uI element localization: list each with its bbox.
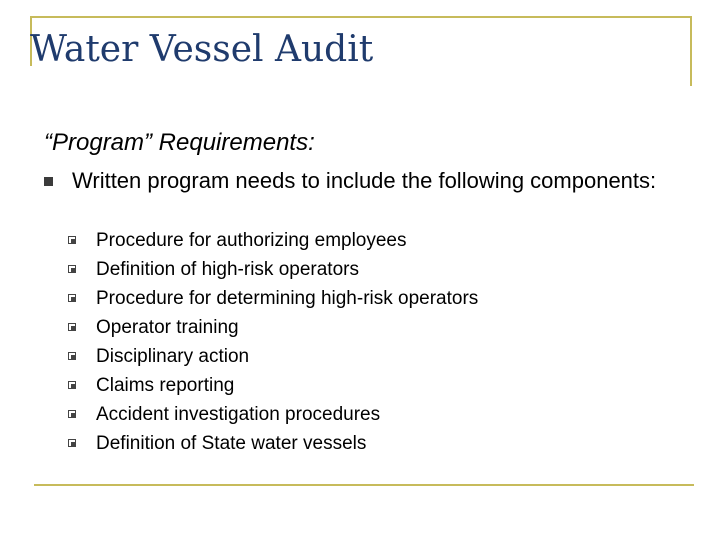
checkbox-bullet-icon bbox=[68, 352, 76, 360]
slide-title: Water Vessel Audit bbox=[30, 29, 374, 70]
list-item bbox=[68, 313, 668, 342]
checkbox-bullet-icon bbox=[68, 236, 76, 244]
section-heading: “Program” Requirements: bbox=[44, 129, 315, 156]
checkbox-bullet-icon bbox=[68, 381, 76, 389]
top-rule bbox=[30, 16, 692, 18]
list-item bbox=[68, 371, 668, 400]
checkbox-bullet-icon bbox=[68, 410, 76, 418]
list-item bbox=[68, 429, 668, 458]
list-item bbox=[68, 226, 668, 255]
list-item-label: Operator training bbox=[96, 317, 239, 338]
list-item-label: Procedure for determining high-risk operators bbox=[96, 288, 479, 309]
top-right-rule bbox=[690, 16, 692, 86]
checkbox-bullet-icon bbox=[68, 439, 76, 447]
list-item bbox=[68, 255, 668, 284]
checkbox-bullet-icon bbox=[68, 294, 76, 302]
bottom-rule bbox=[34, 484, 694, 486]
list-item-label: Disciplinary action bbox=[96, 346, 250, 367]
list-item-label: Accident investigation procedures bbox=[96, 404, 381, 425]
requirements-list bbox=[68, 226, 668, 458]
list-item bbox=[68, 400, 668, 429]
main-bullet-text: Written program needs to include the following components: bbox=[72, 168, 657, 193]
list-item-label: Claims reporting bbox=[96, 375, 235, 396]
checkbox-bullet-icon bbox=[68, 323, 76, 331]
list-item-label: Definition of State water vessels bbox=[96, 433, 367, 454]
list-item-label: Procedure for authorizing employees bbox=[96, 230, 407, 251]
list-item bbox=[68, 284, 668, 313]
square-bullet-icon bbox=[44, 177, 53, 186]
list-item-label: Definition of high-risk operators bbox=[96, 259, 359, 280]
checkbox-bullet-icon bbox=[68, 265, 76, 273]
list-item bbox=[68, 342, 668, 371]
